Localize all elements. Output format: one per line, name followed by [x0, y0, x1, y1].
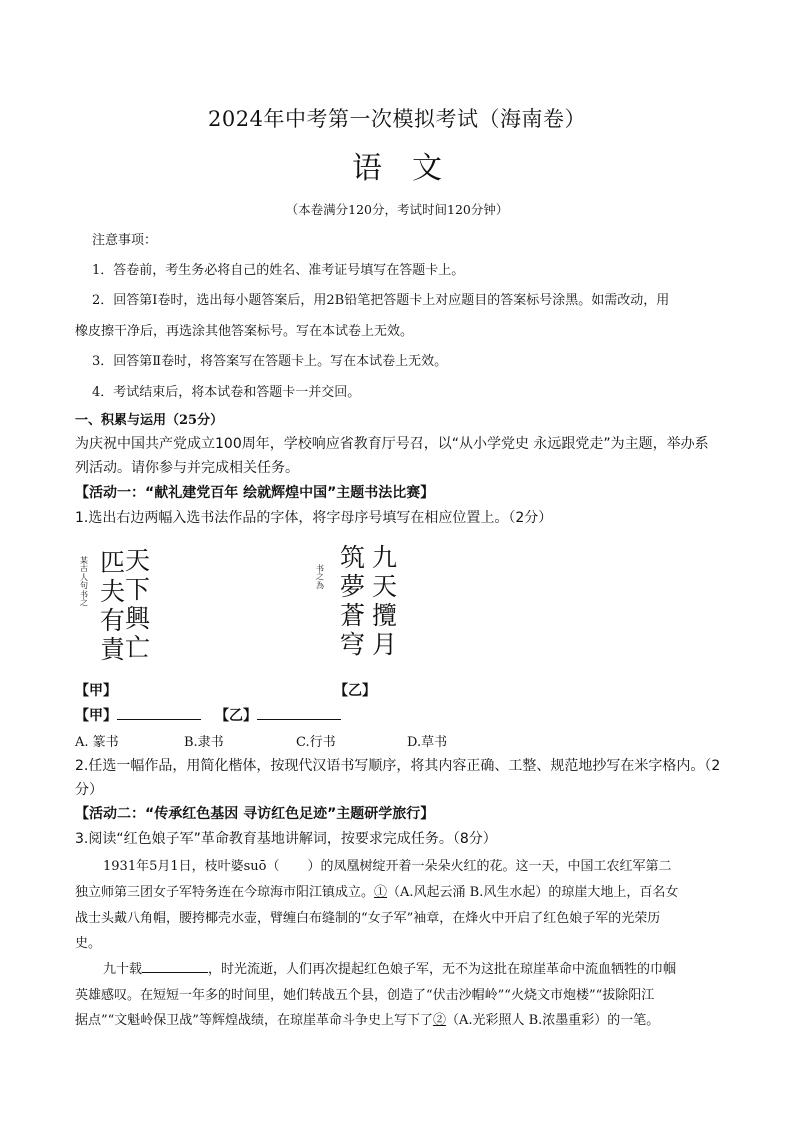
question-3: 3.阅读“红色娘子军”革命教育基地讲解词，按要求完成任务。（8分）: [75, 831, 497, 847]
section-heading: 一、积累与运用（25分）: [75, 413, 224, 428]
answer-yi-blank[interactable]: [257, 705, 341, 720]
calligraphy-yi-seal: 书之為: [316, 564, 324, 590]
pinyin-prompt: 1931年5月1日，枝叶婆suō（: [103, 859, 280, 874]
passage-text: ）的凤凰树绽开着一朵朵火红的花。这一天，中国工农红军第二: [307, 859, 672, 874]
passage-text: （A.风起云涌 B.风生水起）的琼崖大地上，百名女: [387, 885, 679, 900]
passage-p2-line1: [103, 958, 676, 977]
passage-p2-line2: 英雄感叹。在短短一年多的时间里，她们转战五个县，创造了“伏击沙帽岭”“火烧文市炮楼”“拔除阳江: [75, 988, 655, 1003]
passage-text: 据点”“文魁岭保卫战”等辉煌战绩，在琼崖革命斗争史上写下了: [75, 1013, 433, 1028]
notice-heading: 注意事项：: [92, 233, 158, 248]
notice-item-3: 3．回答第Ⅱ卷时，将答案写在答题卡上。写在本试卷上无效。: [92, 354, 448, 369]
marker-1: ①: [374, 885, 388, 900]
answer-jia: [75, 705, 201, 725]
intro-text: 为庆祝中国共产党成立100周年，学校响应省教育厅号召，以“从小学党史 永远跟党走”为主题，举办系: [75, 436, 709, 452]
passage-p1-line1: [103, 855, 672, 874]
intro-text-cont: 列活动。请你参与并完成相关任务。: [75, 460, 299, 476]
activity-two-heading: 【活动二：“传承红色基因 寻访红色足迹”主题研学旅行】: [75, 806, 435, 822]
calligraphy-yi-col1: 九天攬月: [372, 543, 398, 659]
marker-2: ②: [432, 1013, 446, 1028]
activity-one-heading: 【活动一：“献礼建党百年 绘就辉煌中国”主题书法比赛】: [75, 485, 435, 501]
answer-jia-label: 【甲】: [75, 708, 117, 724]
exam-title: 2024年中考第一次模拟考试（海南卷）: [208, 107, 586, 131]
answer-yi-label: 【乙】: [215, 708, 257, 724]
fill-blank[interactable]: [142, 960, 208, 973]
calligraphy-jia-seal: 某古人句书之: [80, 556, 88, 607]
option-d: D.草书: [407, 735, 448, 750]
notice-item-1: 1．答卷前，考生务必将自己的姓名、准考证号填写在答题卡上。: [92, 263, 465, 278]
answer-yi: [215, 705, 341, 725]
question-2: 2.任选一幅作品，用简化楷体，按现代汉语书写顺序，将其内容正确、工整、规范地抄写在米字格内。（2: [75, 758, 721, 774]
calligraphy-jia-col1: 天下興亡: [125, 546, 151, 662]
label-jia: 【甲】: [75, 683, 117, 699]
calligraphy-yi-col2: 筑夢蒼穹: [340, 543, 366, 659]
passage-text: ，时光流逝，人们再次提起红色娘子军，无不为这批在琼崖革命中流血牺牲的巾帼: [208, 962, 677, 977]
passage-p1-line3: 战士头戴八角帽，腰挎椰壳水壶，臂缠白布缝制的“女子军”袖章，在烽火中开启了红色娘子军的光荣历: [75, 911, 661, 926]
passage-p2-line3: [75, 1009, 659, 1028]
notice-item-2-cont: 橡皮擦干净后，再选涂其他答案标号。写在本试卷上无效。: [75, 324, 414, 339]
option-c: C.行书: [296, 735, 336, 750]
notice-item-4: 4．考试结束后，将本试卷和答题卡一并交回。: [92, 385, 361, 400]
passage-p1-line4: 史。: [75, 936, 102, 951]
question-1: 1.选出右边两幅入选书法作品的字体，将字母序号填写在相应位置上。（2分）: [75, 510, 553, 526]
passage-text: （A.光彩照人 B.浓墨重彩）的一笔。: [445, 1013, 660, 1028]
label-yi: 【乙】: [334, 683, 376, 699]
passage-text: 九十载: [103, 962, 143, 977]
notice-item-2: 2．回答第Ⅰ卷时，选出每小题答案后，用2B铅笔把答题卡上对应题目的答案标号涂黑。如需改动，用: [92, 293, 670, 308]
answer-jia-blank[interactable]: [117, 705, 201, 720]
question-2-cont: 分）: [75, 782, 103, 798]
option-b: B.隶书: [184, 735, 224, 750]
passage-p1-line2: [75, 881, 678, 900]
passage-text: 独立师第三团女子军特务连在今琼海市阳江镇成立。: [75, 885, 375, 900]
score-info: （本卷满分120分，考试时间120分钟）: [285, 202, 509, 217]
subject-title: 语 文: [352, 151, 442, 186]
option-a: A. 篆书: [75, 735, 119, 750]
calligraphy-jia-col2: 匹夫有責: [100, 548, 126, 664]
